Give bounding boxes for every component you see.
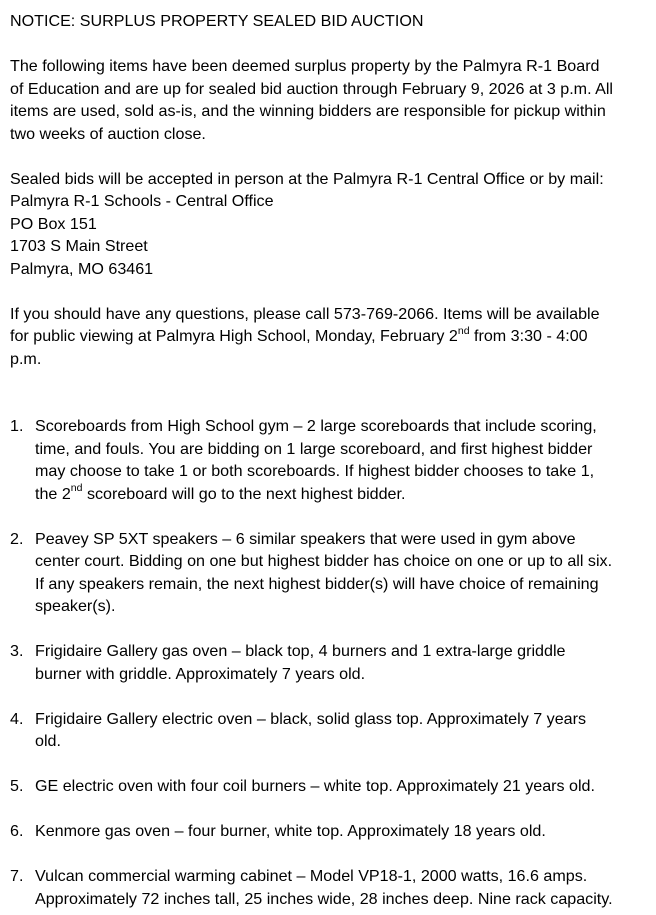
- list-item: [10, 415, 652, 505]
- notice-document: [10, 10, 652, 910]
- address-line: PO Box 151: [10, 214, 97, 233]
- questions-line: [10, 325, 652, 348]
- questions-text: from 3:30 - 4:00: [469, 327, 588, 345]
- item-line: If any speakers remain, the next highest bidder(s) will have choice of remaining: [35, 574, 599, 593]
- list-item: [10, 528, 652, 618]
- list-item: [10, 820, 652, 843]
- item-line: center court. Bidding on one but highest bidder has choice on one or up to all six.: [35, 552, 613, 570]
- item-line: Frigidaire Gallery electric oven – black, solid glass top. Approximately 7 years: [35, 709, 587, 728]
- item-line: Frigidaire Gallery gas oven – black top, 4 burners and 1 extra-large griddle: [35, 642, 566, 660]
- item-line: may choose to take 1 or both scoreboards. If highest bidder chooses to take 1,: [35, 462, 595, 480]
- item-line: [35, 483, 652, 506]
- notice-heading: NOTICE: SURPLUS PROPERTY SEALED BID AUCTION: [10, 12, 424, 30]
- item-line: GE electric oven with four coil burners – white top. Approximately 21 years old.: [35, 777, 595, 795]
- questions-text: for public viewing at Palmyra High School, Monday, February 2: [10, 327, 458, 345]
- item-number: 1.: [10, 417, 24, 435]
- items-list: [10, 415, 652, 910]
- intro-line: items are used, sold as-is, and the winning bidders are responsible for pickup within: [10, 102, 606, 120]
- intro-line: of Education and are up for sealed bid auction through February 9, 2026 at 3 p.m. All: [10, 79, 614, 98]
- list-item: [10, 775, 652, 798]
- item-number: 2.: [10, 529, 24, 548]
- ordinal-suffix: nd: [457, 324, 470, 337]
- item-number: 4.: [10, 709, 24, 728]
- questions-line: If you should have any questions, please call 573-769-2066. Items will be available: [10, 304, 600, 323]
- item-line: speaker(s).: [35, 597, 116, 615]
- address-line: Palmyra, MO 63461: [10, 259, 154, 278]
- item-text: the 2: [35, 484, 71, 503]
- item-line: burner with griddle. Approximately 7 years old.: [35, 664, 366, 683]
- questions-line: p.m.: [10, 349, 42, 368]
- item-number: 7.: [10, 867, 24, 885]
- list-item: [10, 865, 652, 910]
- item-text: scoreboard will go to the next highest bidder.: [82, 484, 406, 503]
- address-line: 1703 S Main Street: [10, 237, 148, 255]
- list-item: [10, 640, 652, 685]
- sealed-bids-lead: Sealed bids will be accepted in person at the Palmyra R-1 Central Office or by mail:: [10, 169, 604, 188]
- intro-line: two weeks of auction close.: [10, 124, 206, 143]
- questions-paragraph: [10, 303, 652, 371]
- item-line: time, and fouls. You are bidding on 1 large scoreboard, and first highest bidder: [35, 439, 593, 458]
- item-line: Approximately 72 inches tall, 25 inches wide, 28 inches deep. Nine rack capacity.: [35, 889, 613, 908]
- item-line: old.: [35, 732, 61, 750]
- list-item: [10, 708, 652, 753]
- address-line: Palmyra R-1 Schools - Central Office: [10, 192, 274, 210]
- item-line: Scoreboards from High School gym – 2 large scoreboards that include scoring,: [35, 417, 597, 435]
- ordinal-suffix: nd: [70, 482, 83, 495]
- item-line: Peavey SP 5XT speakers – 6 similar speakers that were used in gym above: [35, 529, 576, 548]
- item-line: Vulcan commercial warming cabinet – Model VP18-1, 2000 watts, 16.6 amps.: [35, 867, 588, 885]
- intro-paragraph: [10, 55, 652, 145]
- item-line: Kenmore gas oven – four burner, white top. Approximately 18 years old.: [35, 822, 546, 840]
- intro-line: The following items have been deemed surplus property by the Palmyra R-1 Board: [10, 57, 600, 75]
- item-number: 5.: [10, 777, 24, 795]
- item-number: 6.: [10, 822, 24, 840]
- item-number: 3.: [10, 642, 24, 660]
- sealed-bids-paragraph: [10, 168, 652, 281]
